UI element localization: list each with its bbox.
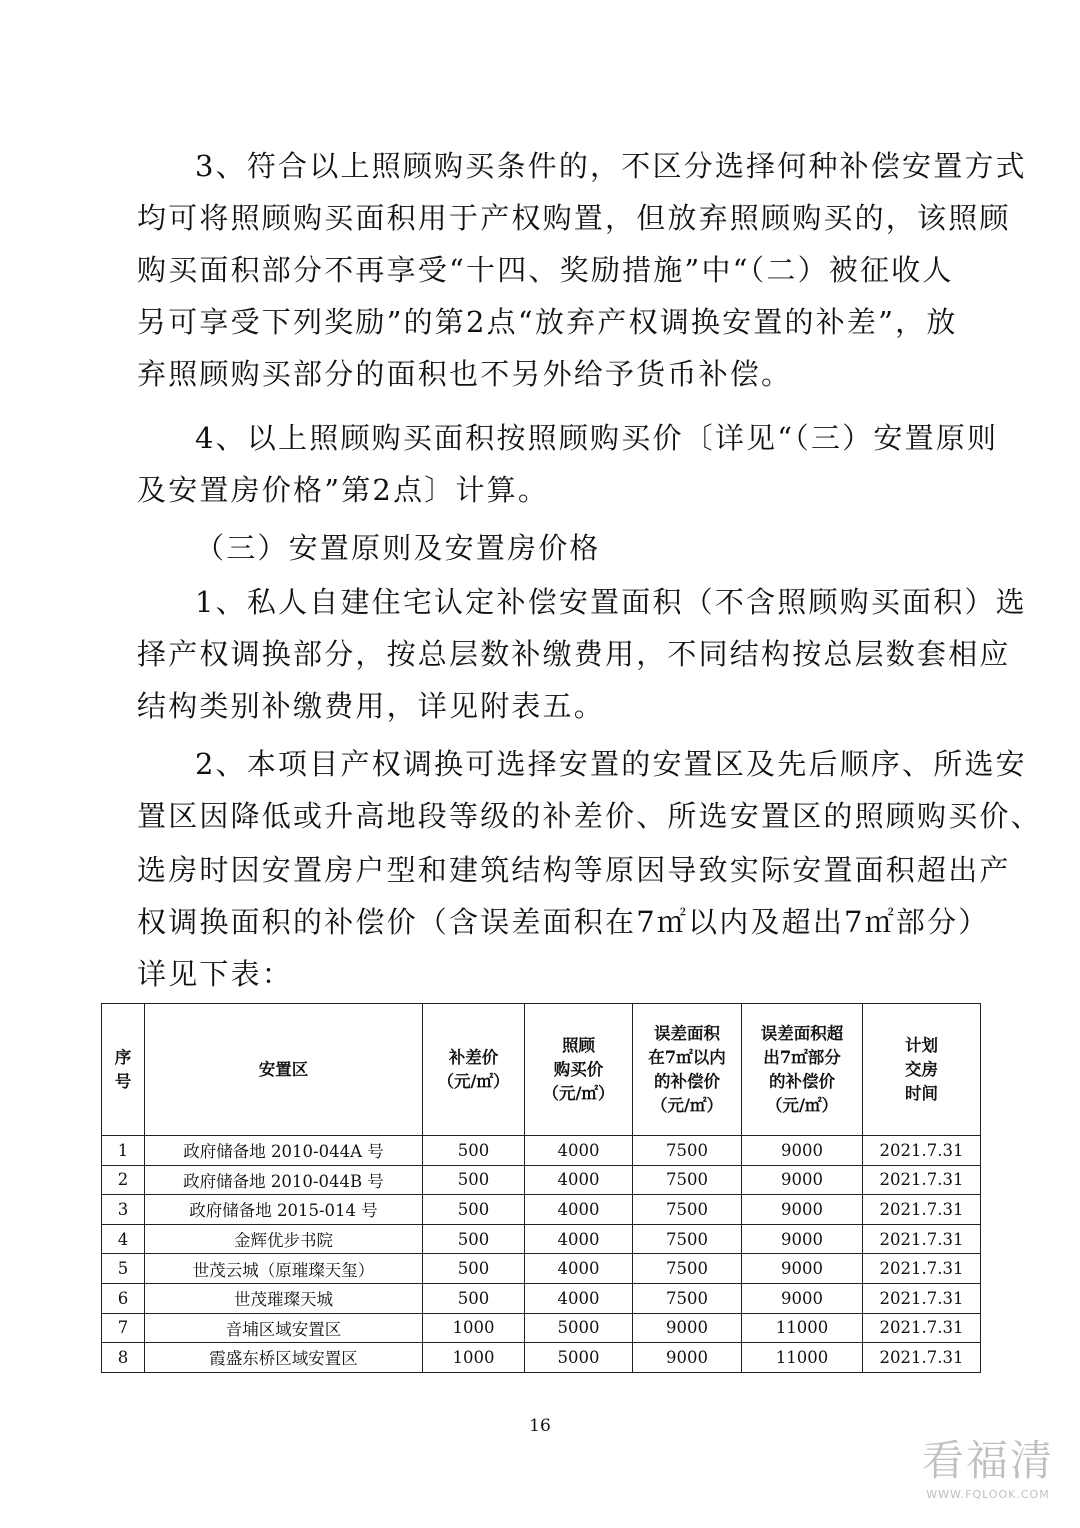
table-cell: 2021.7.31	[863, 1136, 981, 1166]
section-heading: （三）安置原则及安置房价格	[195, 531, 601, 565]
header-line: 号	[114, 1071, 132, 1091]
header-line: 序	[114, 1047, 132, 1067]
table-cell: 4000	[525, 1195, 633, 1225]
table-cell: 世茂云城（原璀璨天玺）	[145, 1254, 423, 1284]
table-cell: 政府储备地 2015-014 号	[145, 1195, 423, 1225]
paragraph-line: 均可将照顾购买面积用于产权购置，但放弃照顾购买的，该照顾	[137, 201, 1011, 235]
paragraph-line: 择产权调换部分，按总层数补缴费用，不同结构按总层数套相应	[137, 637, 1011, 671]
table-cell: 4000	[525, 1254, 633, 1284]
table-cell: 500	[423, 1224, 525, 1254]
header-cell	[145, 1004, 423, 1136]
table-cell: 1000	[423, 1343, 525, 1373]
table-cell: 9000	[633, 1343, 742, 1373]
table-cell: 音埔区域安置区	[145, 1313, 423, 1343]
watermark-url: WWW.FQLOOK.COM	[926, 1488, 1050, 1501]
table-cell: 7500	[633, 1165, 742, 1195]
table-cell: 11000	[742, 1313, 863, 1343]
table-row	[102, 1254, 981, 1284]
table-cell: 500	[423, 1136, 525, 1166]
table-cell: 9000	[742, 1254, 863, 1284]
paragraph-line: 选房时因安置房户型和建筑结构等原因导致实际安置面积超出产	[137, 853, 1011, 887]
header-line: （元/㎡）	[650, 1095, 724, 1115]
paragraph-line: 2、本项目产权调换可选择安置的安置区及先后顺序、所选安	[195, 747, 1027, 781]
table-cell: 政府储备地 2010-044B 号	[145, 1165, 423, 1195]
watermark	[918, 1428, 1058, 1501]
table-row	[102, 1136, 981, 1166]
header-line: 购买价	[553, 1059, 604, 1079]
paragraph-line: 1、私人自建住宅认定补偿安置面积（不含照顾购买面积）选	[195, 585, 1027, 619]
paragraph-line: 4、以上照顾购买面积按照顾购买价〔详见“（三）安置原则	[195, 421, 999, 455]
header-line: 补差价	[448, 1047, 499, 1067]
table-row	[102, 1224, 981, 1254]
header-line: 误差面积超	[760, 1023, 844, 1043]
table-cell: 9000	[742, 1224, 863, 1254]
paragraph-line: 另可享受下列奖励”的第2点“放弃产权调换安置的补差”，放	[137, 305, 958, 339]
table-cell: 2021.7.31	[863, 1283, 981, 1313]
table-cell: 7500	[633, 1136, 742, 1166]
table-cell: 2021.7.31	[863, 1343, 981, 1373]
paragraph-line: 3、符合以上照顾购买条件的，不区分选择何种补偿安置方式	[195, 149, 1027, 183]
table-cell: 世茂璀璨天城	[145, 1283, 423, 1313]
table-cell: 9000	[742, 1195, 863, 1225]
watermark-logo: 看福清	[921, 1436, 1054, 1485]
table-cell: 7500	[633, 1283, 742, 1313]
table-cell: 7500	[633, 1195, 742, 1225]
table-row	[102, 1313, 981, 1343]
table-cell: 500	[423, 1283, 525, 1313]
paragraph-line: 及安置房价格”第2点〕计算。	[137, 473, 550, 507]
table-cell: 7500	[633, 1224, 742, 1254]
paragraph-line: 结构类别补缴费用，详见附表五。	[137, 689, 606, 723]
header-cell	[102, 1004, 145, 1136]
header-cell	[742, 1004, 863, 1136]
paragraph-line: 详见下表：	[137, 957, 294, 991]
table-cell: 1000	[423, 1313, 525, 1343]
table-cell: 500	[423, 1165, 525, 1195]
header-line: 时间	[905, 1083, 938, 1103]
paragraph-line: 权调换面积的补偿价（含误差面积在7㎡以内及超出7㎡部分）	[137, 905, 990, 939]
table-cell: 9000	[633, 1313, 742, 1343]
table-cell: 2021.7.31	[863, 1165, 981, 1195]
table-cell: 2021.7.31	[863, 1224, 981, 1254]
resettlement-price-table	[101, 1003, 981, 1373]
table-cell: 2021.7.31	[863, 1254, 981, 1284]
table-row	[102, 1283, 981, 1313]
table-cell: 霞盛东桥区域安置区	[145, 1343, 423, 1373]
table-cell: 5	[102, 1254, 145, 1284]
header-line: （元/㎡）	[542, 1083, 615, 1103]
header-line: 计划	[905, 1035, 938, 1055]
table-cell: 500	[423, 1195, 525, 1225]
header-line: （元/㎡）	[765, 1095, 839, 1115]
paragraph-line: 置区因降低或升高地段等级的补差价、所选安置区的照顾购买价、	[137, 799, 1042, 833]
table-cell: 2021.7.31	[863, 1313, 981, 1343]
paragraph-line: 弃照顾购买部分的面积也不另外给予货币补偿。	[137, 357, 793, 391]
table-cell: 3	[102, 1195, 145, 1225]
table-cell: 5000	[525, 1313, 633, 1343]
table-cell: 9000	[742, 1283, 863, 1313]
header-line: 在7㎡以内	[648, 1047, 726, 1067]
table-cell: 8	[102, 1343, 145, 1373]
table-cell: 11000	[742, 1343, 863, 1373]
table-cell: 4	[102, 1224, 145, 1254]
table-cell: 政府储备地 2010-044A 号	[145, 1136, 423, 1166]
table-cell: 4000	[525, 1165, 633, 1195]
paragraph-line: 购买面积部分不再享受“十四、奖励措施”中“（二）被征收人	[137, 253, 954, 287]
header-cell	[863, 1004, 981, 1136]
header-line: 出7㎡部分	[763, 1047, 841, 1067]
table-cell: 1	[102, 1136, 145, 1166]
header-line: 安置区	[258, 1059, 309, 1079]
table-cell: 2021.7.31	[863, 1195, 981, 1225]
table-cell: 7	[102, 1313, 145, 1343]
table-row	[102, 1195, 981, 1225]
table-cell: 5000	[525, 1343, 633, 1373]
table-cell: 2	[102, 1165, 145, 1195]
header-line: 照顾	[562, 1035, 595, 1055]
table-cell: 4000	[525, 1136, 633, 1166]
header-line: 交房	[905, 1059, 938, 1079]
table-row	[102, 1343, 981, 1373]
table-cell: 9000	[742, 1136, 863, 1166]
table-cell: 7500	[633, 1254, 742, 1284]
table-cell: 4000	[525, 1224, 633, 1254]
header-cell	[633, 1004, 742, 1136]
page-number: 16	[529, 1416, 551, 1436]
table-cell: 金辉优步书院	[145, 1224, 423, 1254]
header-cell	[525, 1004, 633, 1136]
table-header-row	[102, 1004, 981, 1136]
table-cell: 4000	[525, 1283, 633, 1313]
header-line: 的补偿价	[654, 1071, 720, 1091]
table-row	[102, 1165, 981, 1195]
table-cell: 500	[423, 1254, 525, 1284]
header-cell	[423, 1004, 525, 1136]
header-line: 的补偿价	[769, 1071, 835, 1091]
header-line: 误差面积	[654, 1023, 720, 1043]
table-cell: 6	[102, 1283, 145, 1313]
table-cell: 9000	[742, 1165, 863, 1195]
header-line: （元/㎡）	[437, 1071, 510, 1091]
